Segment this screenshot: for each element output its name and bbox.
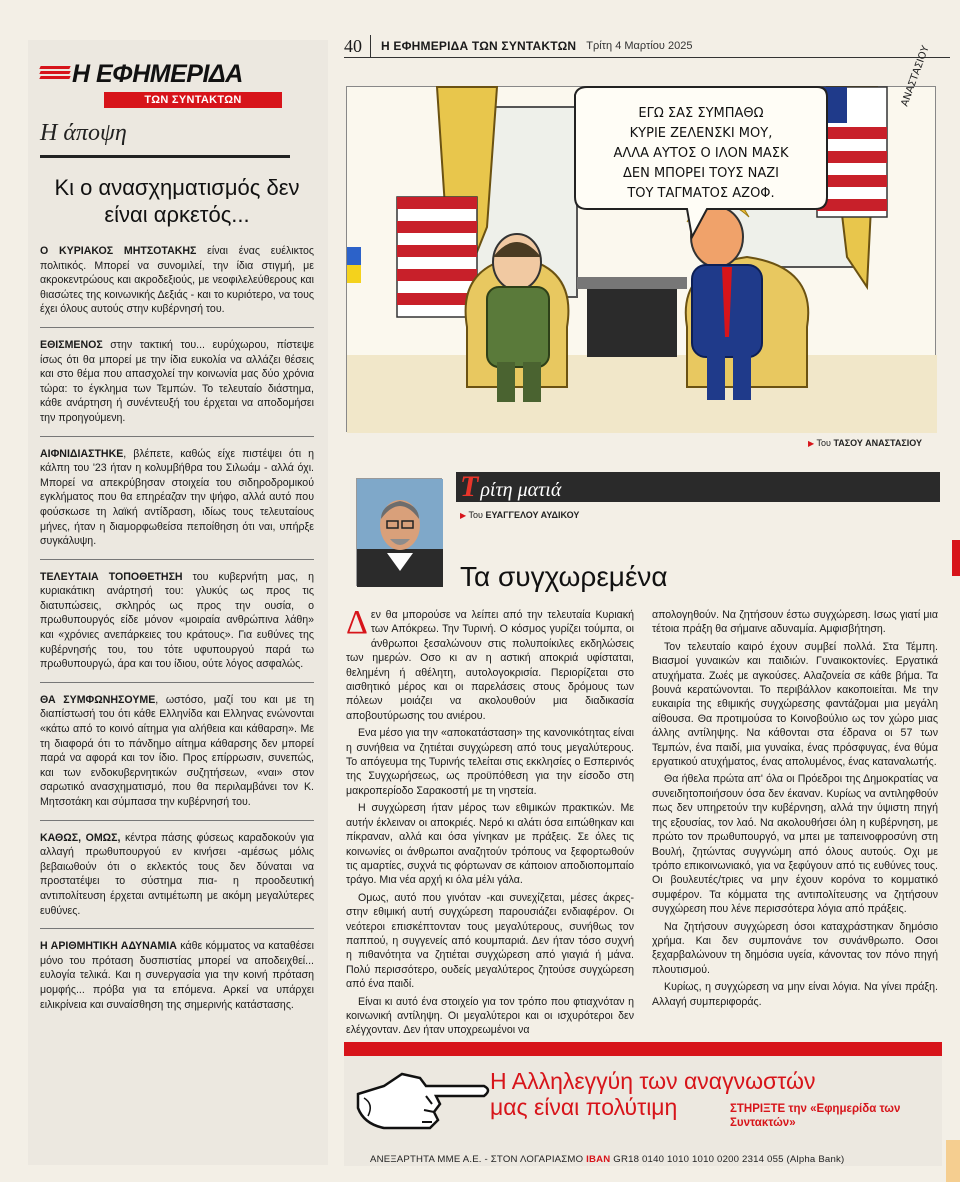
speech-line: ΑΛΛΑ ΑΥΤΟΣ Ο ΙΛΟΝ ΜΑΣΚ (613, 146, 789, 161)
column-paragraph: Η συγχώρεση ήταν μέρος των εθιμικών πρακτικών. Με αυτήν έκλειναν οι αποκριές. Νερό κι αλάτι όσα ειπώθηκαν και πίκραναν, αλλά και όσα γίνηκαν με πράξεις. Σε όλες τις κοινωνίες οι άνθρωποι αναζητούν τρόπους να ξεφορτωθούν τις αμαρτίες, συχνά τις φόρτωναν σε κάποιον αποδιοπομπαίο τράγο. Μια νέα αρχή κι όλα μέλι γάλα. (346, 802, 634, 887)
issue-date: Τρίτη 4 Μαρτίου 2025 (586, 39, 693, 52)
paper-name: Η ΕΦΗΜΕΡΙΔΑ ΤΩΝ ΣΥΝΤΑΚΤΩΝ (381, 38, 577, 53)
speech-line: ΤΟΥ ΤΑΓΜΑΤΟΣ ΑΖΟΦ. (627, 186, 775, 201)
newspaper-logo[interactable] (40, 54, 314, 112)
cartoon-signature: ΑΝΑΣΤΑΣΙΟΥ (899, 44, 932, 109)
column-text-left (346, 604, 634, 1041)
paragraph-text: κέντρα πάσης φύσεως καραδοκούν για αλλαγή πρωθυπουργού εν κινήσει -αμέσως μόλις βεβαιωθούν ότι ο εκλεκτός τους δεν δύναται να προστατέψει το σύστημα πια- η προοδευτική αντιπολίτευση έρχεται αντιμέτωπη με ακόμη μεγαλύτερες ευθύνες. (40, 831, 314, 917)
speech-line: ΚΥΡΙΕ ΖΕΛΕΝΣΚΙ ΜΟΥ, (629, 126, 773, 141)
opinion-paragraph (40, 831, 314, 930)
column-paragraph (346, 604, 634, 723)
logo-main-text: Η ΕΦΗΜΕΡΙΔΑ (72, 60, 243, 88)
paragraph-lead: ΘΑ ΣΥΜΦΩΝΗΣΟΥΜΕ (40, 693, 156, 706)
ad-support-text: ΣΤΗΡΙΞΤΕ την «Εφημερίδα των Συντακτών» (730, 1103, 901, 1129)
bank-name: (Alpha Bank) (786, 1154, 845, 1165)
cartoon-credit (808, 438, 922, 448)
opinion-paragraph (40, 570, 314, 683)
column-text-right (652, 608, 938, 1012)
solidarity-ad[interactable] (344, 1042, 942, 1166)
author-prefix: Του (468, 510, 483, 520)
opinion-paragraph (40, 338, 314, 437)
credit-name: ΤΑΣΟΥ ΑΝΑΣΤΑΣΙΟΥ (833, 438, 922, 448)
section-divider (40, 155, 290, 158)
author-photo (356, 478, 442, 586)
banner-text: ρίτη ματιά (480, 479, 562, 501)
column-paragraph: Θα ήθελα πρώτα απ' όλα οι Πρόεδροι της Δημοκρατίας να συνειδητοποιήσουν όσα δεν έκαναν. Κυρίως να αντιληφθούν πως δεν υπηρετούν την κυβέρνηση, αλλά την ύψιστη πηγή της εξουσίας, τον λαό. Να ακολουθήσει όλη η κυβέρνηση, με πρώτο τον πρωθυπουργό, να μπει με ταπεινοφροσύνη στη Βουλή, ζητώντας συγγνώμη από όλους αυτούς. Οχι με τρόπο επικοινωνιακό, για να ξεφύγουν από τις ευθύνες τους. Οι βουλευτές/τριες να μην έχουν κορόνα το κομματικό συμφέρον. Τα κόμματα της αντιπολίτευσης να ζητήσουν συγχώρεση που λένε περισσότερα λόγια από πράξεις. (652, 773, 938, 916)
triangle-icon: ▶ (808, 439, 815, 448)
author-name: ΕΥΑΓΓΕΛΟΥ ΑΥΔΙΚΟΥ (485, 510, 580, 520)
ad-headline-line: μας είναι πολύτιμη (490, 1094, 678, 1120)
us-flag-left-icon (397, 197, 477, 317)
paragraph-text: , ωστόσο, μαζί του και με τη διαπίστωσή του ότι κάθε Ελληνίδα και Ελληνας ενώνονται «κάτω από το κοινό αίτημα για αλήθεια και κάθαρση». Με τη διαφορά ότι το πάνδημο αίτημα κάθαρσης δεν μπορεί παρά να αφορά και τον ίδιο. Προς επίρρωσιν, συνεπώς, και των ενδοκυβερνητικών συζητήσεων, «ναι» στον σαρωτικό ανασχηματισμό, που θα περιλαμβάνει τον Κ. Μητσοτάκη και σύμπασα την κυβέρνησή του. (40, 693, 315, 808)
paragraph-lead: ΑΙΦΝΙΔΙΑΣΤΗΚΕ (40, 447, 124, 460)
opinion-body (40, 244, 314, 1022)
column-author (460, 510, 579, 520)
column-banner (456, 472, 940, 502)
paragraph-lead: Η ΑΡΙΘΜΗΤΙΚΗ ΑΔΥΝΑΜΙΑ (40, 940, 177, 953)
column-paragraph: Ενα μέσο για την «αποκατάσταση» της κανονικότητας είναι η συνήθεια να ζητιέται συγχώρεση από τους μεγαλύτερους. Το απόγευμα της Τυρινής τελείται στις εκκλησίες ο Εσπερινός της Συγχωρήσεως, ως προϋπόθεση για την είσοδο στη μακροπερίοδο Σαρακοστή με τη νηστεία. (346, 727, 634, 797)
edge-marker (946, 1140, 960, 1182)
column-paragraph: Τον τελευταίο καιρό έχουν συμβεί πολλά. Στα Τέμπη. Βιασμοί γυναικών και παιδιών. Γυναικοκτονίες. Εργατικά ατυχήματα. Ζωές με αγκούσες. Αλαζονεία σε κάθε βήμα. Τα βουνά κερατώνονται. Το περιβάλλον κακοποιείται. Με την ευκαιρία της εθιμικής συγχώρεσης φαντάζομαι μια μεγάλη αίθουσα. Θα προτιμούσα το Κοινοβούλιο ως τον χώρο μιας άλλης αντίληψης. Να κάθονται στα έδρανα οι 57 των Τεμπών, ένα παιδί, μια γυναίκα, ένας πρόσφυγας, ένα θύμα εργατικού ατυχήματος, ένας απολυμένος, ένας καταναλωτής. (652, 640, 938, 769)
column-title: Τα συγχωρεμένα (460, 561, 668, 592)
credit-prefix: Του (816, 438, 831, 448)
account-prefix: ΑΝΕΞΑΡΤΗΤΑ ΜΜΕ Α.Ε. - ΣΤΟΝ ΛΟΓΑΡΙΑΣΜΟ (370, 1154, 584, 1165)
section-label: Η άποψη (40, 120, 127, 146)
banner-initial: Τ (460, 470, 479, 503)
ad-bank-account (370, 1154, 844, 1165)
column-paragraph: απολογηθούν. Να ζητήσουν έστω συγχώρεση. Ισως γιατί μια τέτοια πράξη θα σήμαινε αδυναμία. Αμφισβήτηση. (652, 609, 938, 636)
triangle-icon: ▶ (460, 511, 467, 520)
opinion-paragraph (40, 693, 314, 821)
page-number: 40 (344, 35, 371, 57)
paragraph-text: κάθε κόμματος να καταθέσει μόνο του πρόταση δυσπιστίας μπορεί να αποδειχθεί... ευλογία τελικά. Και η συνεργασία για την κοινή πρόταση μομφής... πρόβα για τα επόμενα. Αρκεί να υπάρχει ειλικρίνεια και συναίσθηση της σημερινής κατάστασης. (40, 940, 314, 1011)
paragraph-text: στην τακτική του... ευρύχωρου, πίστεψε ίσως ότι θα μπορεί με την ίδια ευκολία να αλλάζει θέσεις και στο θέμα που απασχολεί την κοινωνία μας δύο χρόνια τώρα: το έγκλημα των Τεμπών. Το τελευταίο διάστημα, κάθε ανάρτηση ή συνέντευξή του έρχεται να αποδομήσει την προηγούμενη. (40, 338, 314, 424)
paragraph-lead: ΚΑΘΩΣ, ΟΜΩΣ, (40, 831, 121, 844)
paragraph-text: είναι ένας ευέλικτος πολιτικός. Μπορεί να συνομιλεί, την ίδια στιγμή, με ακροκεντρώους και ακροδεξιούς, με νεοφιλελεύθερους και θιασώτες της κοινωνικής Δεξιάς - και το κυριότερο, να τους έχει όλους αυτούς στην κυβέρνησή του. (40, 245, 314, 316)
opinion-paragraph (40, 447, 314, 560)
paragraph-text: του κυβερνήτη μας, η κυριακάτικη ανάρτησή του: γλυκύς ως προς τις διατυπώσεις, σκληρός ως προς την ουσία, ο πρωθυπουργός είδε μόνον «μοιραία ανθρώπινα λάθη» και «χρόνιες ανεπάρκειες του κράτους». Για ευθύνες της κυβέρνησής του, του τότε υφυπουργού παρά τω πρωθυπουργώ, άρα και του ίδιου, ούτε λόγος ασφαλώς. (40, 570, 314, 671)
paragraph-text: , βλέπετε, καθώς είχε πιστέψει ότι η κάλπη του '23 ήταν η κολυμβήθρα του Σιλωάμ - αλλά όχι. Μπορεί να απεκρύβησαν στοιχεία του σιδηροδρομικού εγκλήματος που θα επηρέαζαν την ψήφο, αλλά αυτό που φούσκωσε τη λαϊκή αντίδραση, ιδίως τους τελευταίους μήνες, ήταν η διαμορφωθείσα πεποίθηση ότι ναι, υπήρξε συγκάλυψη. (40, 447, 314, 548)
opinion-column (28, 40, 328, 1165)
speech-line: ΕΓΩ ΣΑΣ ΣΥΜΠΑΘΩ (638, 106, 764, 121)
column-paragraph: Είναι κι αυτό ένα στοιχείο για τον τρόπο που φτιαχνόταν η κοινωνική αντίληψη. Οι μεγαλύτεροι και οι ισχυρότεροι δεν ελέγχονταν. Δεν ήταν υποχρεωμένοι να (346, 995, 634, 1037)
pointing-hand-icon (354, 1064, 494, 1134)
opinion-title: Κι ο ανασχηματισμός δεν είναι αρκετός... (54, 175, 300, 227)
paragraph-lead: Ο ΚΥΡΙΑΚΟΣ ΜΗΤΣΟΤΑΚΗΣ (40, 245, 197, 257)
drop-cap: Δ (346, 604, 368, 641)
speech-line: ΔΕΝ ΜΠΟΡΕΙ ΤΟΥΣ ΝΑΖΙ (622, 166, 780, 181)
opinion-paragraph (40, 244, 314, 328)
page-header (344, 34, 950, 58)
ad-headline-line: Η Αλληλεγγύη των αναγνωστών (490, 1068, 816, 1094)
edge-marker (952, 540, 960, 576)
logo-stripes-icon (40, 66, 70, 84)
iban-number: GR18 0140 1010 1010 0200 2314 055 (613, 1154, 784, 1165)
column-paragraph: Κυρίως, η συγχώρεση να μην είναι λόγια. Να γίνει πράξη. Αλλαγή συμπεριφοράς. (652, 981, 938, 1008)
paragraph-lead: ΕΘΙΣΜΕΝΟΣ (40, 338, 103, 351)
paragraph-text: εν θα μπορούσε να λείπει από την τελευταία Κυριακή των Απόκρεω. Την Τυρινή. Ο κόσμος γυρίζει τούμπα, οι άνθρωποι ξεσαλώνουν στις πολυποίκιλες εκδηλώσεις των ημερών. Οσο κι αν η αστική αποκριά υφίσταται, θελημένη ή αθέλητη, αυτολογοκρισία. Περιορίζεται στο αισθητικό μέρος και οι παρελάσεις στους δρόμους των πόλεων μοιάζει να ακολουθούν μια διαδικασία αποβουτύρωσης του ανιέρου. (346, 609, 634, 722)
iban-label: IBAN (586, 1154, 611, 1165)
logo-sub-text: ΤΩΝ ΣΥΝΤΑΚΤΩΝ (104, 92, 282, 108)
column-paragraph: Να ζητήσουν συγχώρεση όσοι καταχράστηκαν δημόσιο χρήμα. Και δεν συμπονάνε τον συνάνθρωπο. Οσοι ξεχαρβαλώνουν τη δημόσια υγεία, κάνοντας τον πόνο πηγή πλουτισμού. (652, 920, 938, 976)
column-paragraph: Ομως, αυτό που γινόταν -και συνεχίζεται, μέσες άκρες- στην εθιμική αυτή συγχώρεση παρουσιάζει ενδιαφέρον. Οι νεότεροι επισκέπτονταν τους μεγαλύτερους, συνήθως τον παππού, η συγγενείς από κουμπαριά. Δεν ήταν τόσο συχνή η πιθανότητα να ζητιέται συγχώρεση από γιαγιά ή μάνα. Πολύ περισσότερο, ουδείς μεγαλύτερος ζητούσε συγχώρεση από ένα παιδί. (346, 891, 634, 991)
opinion-paragraph (40, 939, 314, 1022)
paragraph-lead: ΤΕΛΕΥΤΑΙΑ ΤΟΠΟΘΕΤΗΣΗ (40, 570, 183, 583)
